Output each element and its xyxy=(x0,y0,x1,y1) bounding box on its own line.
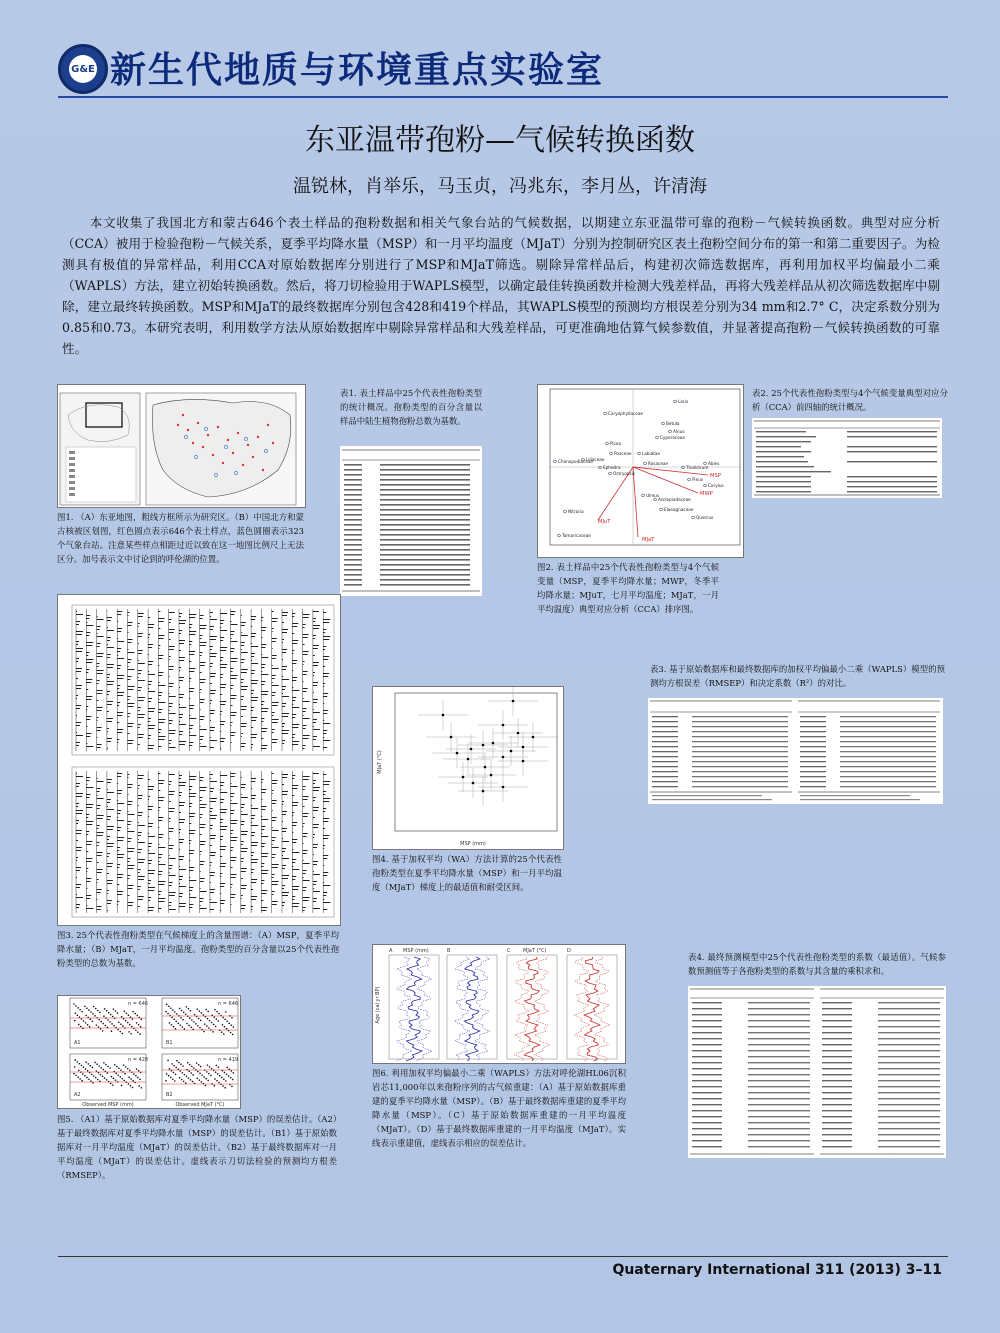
fig6-age-label: Age (cal yr BP) xyxy=(375,986,381,1024)
figure-6-caption: 图6. 利用加权平均偏最小二乘（WAPLS）方法对呼伦湖HL06沉积岩芯11,000年以来孢粉序列的古气候重建：（A）基于原始数据库重建的夏季平均降水量（MSP）。（B）基于最终数据库重建的夏季平均降水量（MSP）。（C）基于原始数据库重建的一月平均温度（MJaT）。（D）基于最终数据库重建的一月平均温度（MJaT）。实线表示重建值，虚线表示相应的误差估计。 xyxy=(372,1068,626,1148)
cca-label: Labiatae xyxy=(642,451,661,456)
figure-5-error-plots xyxy=(57,995,241,1109)
table-4-caption: 表4. 最终预测模型中25个代表性孢粉类型的系数（最适值）。气候参数预测值等于各孢粉类型的系数与其含量的乘积求和。 xyxy=(688,952,946,976)
table-2 xyxy=(752,418,942,498)
fig5-a1-label: A1 xyxy=(74,1040,81,1046)
cca-label: Asclepiadaceae xyxy=(658,497,691,502)
cca-label: Larix xyxy=(678,399,689,404)
header-divider xyxy=(58,96,948,98)
fig6-a: A xyxy=(389,948,393,954)
figure-3-pollen-diagram xyxy=(57,594,341,926)
figure-4-caption: 图4. 基于加权平均（WA）方法计算的25个代表性孢粉类型在夏季平均降水量（MSP）和一月平均温度（MJaT）梯度上的最适值和耐受区间。 xyxy=(372,854,562,892)
cca-label: Chenopodiaceae xyxy=(558,459,593,464)
fig5-n3: n = 646 xyxy=(218,1001,239,1007)
cca-label: Caryophyllaceae xyxy=(608,411,643,416)
figure-6-reconstruction xyxy=(372,944,626,1064)
cca-label: Elaeagnaceae xyxy=(664,507,694,512)
cca-label: MSP xyxy=(710,473,721,479)
fig5-x-mjat: Observed MJaT (°C) xyxy=(175,1102,225,1108)
figure-1-map xyxy=(57,384,306,508)
cca-label: Ephedra xyxy=(603,465,621,470)
fig5-a2-label: A2 xyxy=(74,1092,81,1098)
table-4 xyxy=(688,986,946,1158)
cca-label: Ulmus xyxy=(646,493,660,498)
fig6-c: C xyxy=(507,948,511,954)
cca-label: Poaceae xyxy=(614,451,632,456)
table-1-caption: 表1. 表土样品中25个代表性孢粉类型的统计概况。孢粉类型的百分含量以样品中陆生植物孢粉总数为基数。 xyxy=(340,388,482,426)
fig4-y-label: MJaT (°C) xyxy=(377,750,383,774)
cca-label: Tamaricaceae xyxy=(562,533,591,538)
cca-label: Corylus xyxy=(708,483,724,488)
fig5-b2-label: B2 xyxy=(166,1092,173,1098)
fig5-x-msp: Observed MSP (mm) xyxy=(82,1102,134,1108)
table-2-caption: 表2. 25个代表性孢粉类型与4个气候变量典型对应分析（CCA）前四轴的统计概况。 xyxy=(752,388,948,412)
fig6-d: D xyxy=(567,948,571,954)
fig6-mjat-label: MJaT (°C) xyxy=(523,948,547,954)
cca-svg xyxy=(538,385,743,557)
citation: Quaternary International 311 (2013) 3–11 xyxy=(612,1262,942,1278)
poster-title: 东亚温带孢粉—气候转换函数 xyxy=(305,123,695,158)
fig5-n2: n = 428 xyxy=(128,1057,149,1063)
fig5-b1-label: B1 xyxy=(166,1040,173,1046)
figure-1-caption: 图1. （A）东亚地图，粗线方框所示为研究区。（B）中国北方和蒙古核被区划图，红色圆点表示646个表土样点，蓝色圆圈表示323个气象台站。注意某些样点相距过近以致在这一地图比例尺上无法区分。加号表示文中讨论到的呼伦湖的位置。 xyxy=(57,512,304,564)
header xyxy=(0,0,1000,100)
table-3-caption: 表3. 基于原始数据库和最终数据库的加权平均偏最小二乘（WAPLS）模型的预测均方根误差（RMSEP）和决定系数（R²）的对比。 xyxy=(650,664,945,688)
cca-label: Thalictrum xyxy=(686,465,709,470)
fig5-n4: n = 419 xyxy=(218,1057,239,1063)
fig6-b: B xyxy=(447,948,451,954)
cca-label: MJaT xyxy=(642,537,655,543)
footer-divider xyxy=(58,1256,948,1257)
cca-label: Rosaceae xyxy=(648,461,669,466)
cca-label: Quercus xyxy=(696,515,714,520)
cca-label: MJuT xyxy=(598,519,611,525)
figure-2-cca-plot xyxy=(537,384,744,558)
abstract: 本文收集了我国北方和蒙古646个表土样品的孢粉数据和相关气象台站的气候数据，以期建立东亚温带可靠的孢粉－气候转换函数。典型对应分析（CCA）被用于检验孢粉－气候关系，夏季平均降水量（MSP）和一月平均温度（MJaT）分别为控制研究区表土孢粉空间分布的第一和第二重要因子。为检测具有极值的异常样品，利用CCA对原始数据库分别进行了MSP和MJaT筛选。剔除异常样品后，构建初次筛选数据库，再利用加权平均偏最小二乘（WAPLS）方法，建立初始转换函数。然后，将刀切检验用于WAPLS模型，以确定最佳转换函数并检测大残差样品，再将大残差样品从初次筛选数据库中剔除，建立最终转换函数。MSP和MJaT的最终数据库分别包含428和419个样品，其WAPLS模型的预测均方根误差分别为34 mm和2.7° C，决定系数分别为0.85和0.73。本研究表明，利用数学方法从原始数据库中剔除异常样品和大残差样品，可更准确地估算气候参数值，并显著提高孢粉－气候转换函数的可靠性。 xyxy=(62,215,940,356)
lab-logo-icon xyxy=(58,44,108,94)
cca-label: Ostryopsis xyxy=(613,471,636,476)
logo-text: G&E xyxy=(69,55,97,83)
cca-label: Cyperaceae xyxy=(660,435,685,440)
cca-label: Liliaceae xyxy=(586,457,605,462)
cca-label: Pinus xyxy=(692,477,704,482)
fig5-n1: n = 646 xyxy=(128,1001,149,1007)
figure-2-caption: 图2. 表土样品中25个代表性孢粉类型与4个气候变量（MSP，夏季平均降水量；MWP，冬季平均降水量；MJuT，七月平均温度；MJaT，一月平均温度）典型对应分析（CCA）排序图。 xyxy=(537,562,719,614)
figure-4-optima-plot xyxy=(372,686,564,850)
cca-label: Nitraria xyxy=(568,509,584,514)
authors: 温锐林，肖举乐，马玉贞，冯兆东，李月丛，许清海 xyxy=(293,176,707,197)
table-1 xyxy=(340,446,482,596)
cca-label: Betula xyxy=(666,421,680,426)
table-3 xyxy=(648,698,943,804)
cca-label: MWP xyxy=(700,491,713,497)
cca-label: Alnus xyxy=(673,429,685,434)
figure-5-caption: 图5. （A1）基于原始数据库对夏季平均降水量（MSP）的误差估计。（A2）基于最终数据库对夏季平均降水量（MSP）的误差估计。（B1）基于原始数据库对一月平均温度（MJaT）的误差估计。（B2）基于最终数据库对一月平均温度（MJaT）的误差估计。虚线表示刀切法检验的预测均方根差（RMSEP）。 xyxy=(57,1114,337,1180)
figure-3-caption: 图3. 25个代表性孢粉类型在气候梯度上的含量图谱：（A）MSP，夏季平均降水量；（B）MJaT，一月平均温度。孢粉类型的百分含量以25个代表性孢粉类型的总数为基数。 xyxy=(57,930,339,968)
fig4-x-label: MSP (mm) xyxy=(460,841,486,847)
fig6-msp-label: MSP (mm) xyxy=(403,948,429,954)
cca-label: Abies xyxy=(708,461,720,466)
cca-label: Picea xyxy=(610,441,622,446)
lab-name: 新生代地质与环境重点实验室 xyxy=(110,49,605,91)
